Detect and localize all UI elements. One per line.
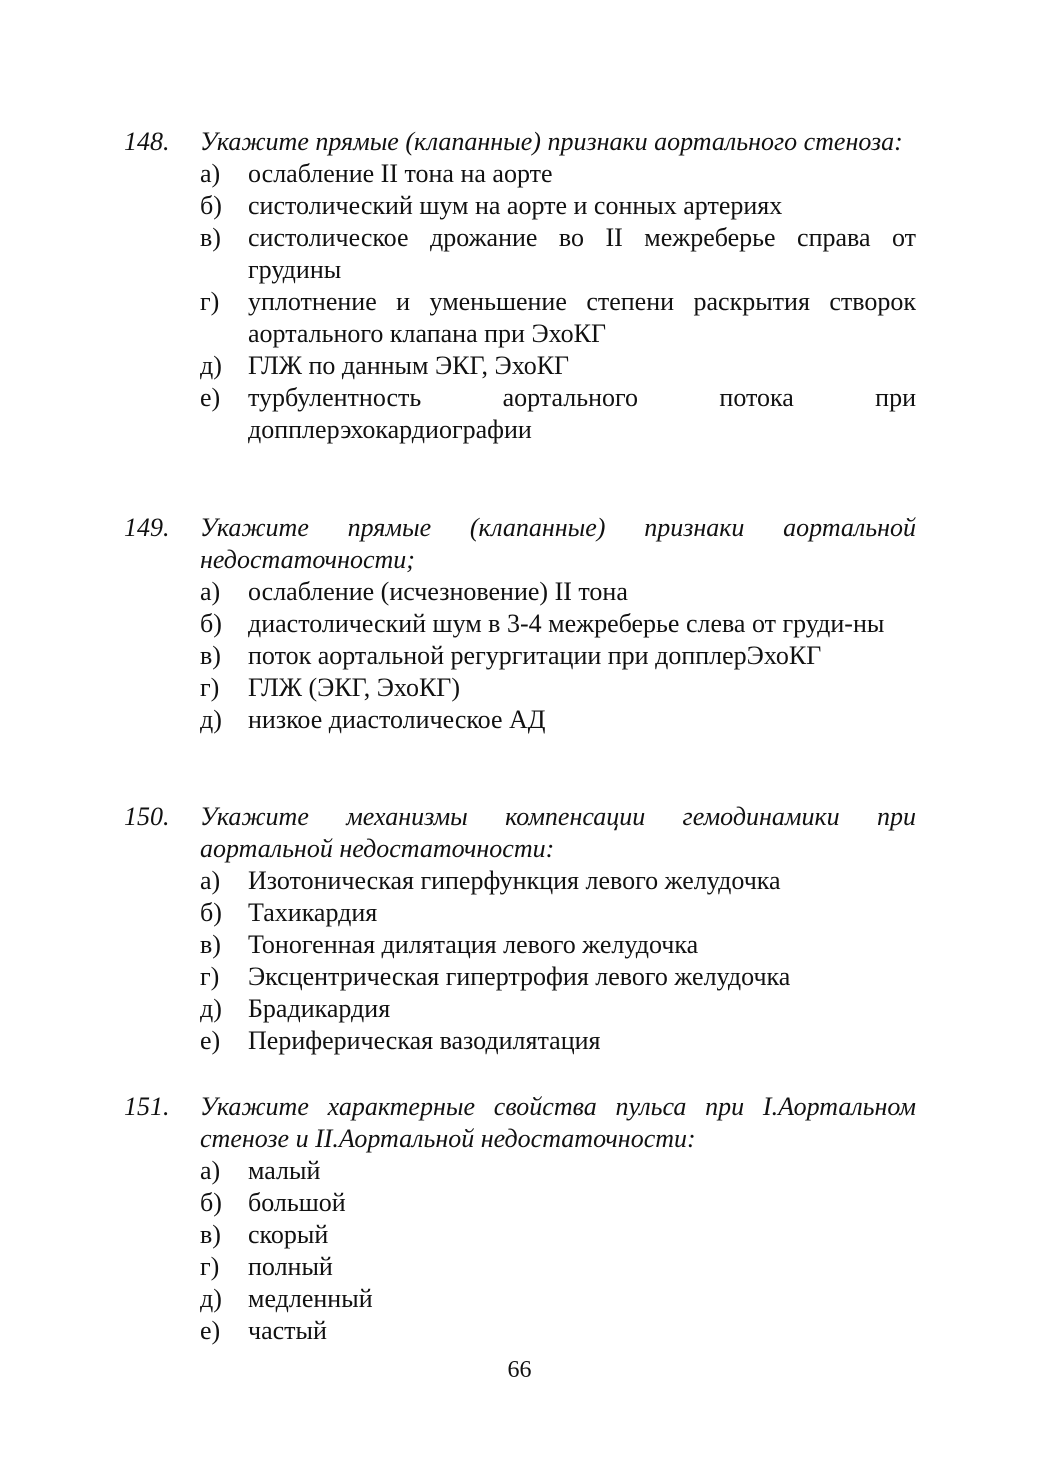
answer-letter: а) — [200, 866, 221, 895]
question-header — [124, 1091, 916, 1155]
question-text: Укажите механизмы компенсации гемодинамики при аортальной недостаточности: — [200, 802, 916, 863]
answer-text: полный — [248, 1252, 333, 1281]
question-148 — [124, 126, 916, 446]
answer-letter: г) — [200, 673, 220, 702]
answer-option — [124, 158, 916, 190]
answer-text: Тоногенная дилятация левого желудочка — [248, 930, 699, 959]
answer-letter: д) — [200, 994, 222, 1023]
answer-text: ослабление (исчезновение) II тона — [248, 577, 628, 606]
answer-text: Брадикардия — [248, 994, 391, 1023]
question-number: 151. — [124, 1092, 170, 1121]
answer-option — [124, 704, 916, 736]
answer-text: медленный — [248, 1284, 373, 1313]
answer-text: поток аортальной регургитации при допплерЭхоКГ — [248, 641, 822, 670]
answer-letter: б) — [200, 898, 222, 927]
answer-option — [124, 382, 916, 446]
answer-text: систолический шум на аорте и сонных артериях — [248, 191, 783, 220]
answer-letter: б) — [200, 191, 222, 220]
answer-letter: в) — [200, 641, 221, 670]
answer-list — [124, 865, 916, 1057]
answer-option — [124, 1219, 916, 1251]
question-number: 150. — [124, 802, 170, 831]
question-header — [124, 126, 916, 158]
answer-list — [124, 1155, 916, 1347]
answer-text: систолическое дрожание во II межреберье справа от грудины — [248, 223, 916, 284]
answer-option — [124, 865, 916, 897]
answer-option — [124, 897, 916, 929]
answer-option — [124, 286, 916, 350]
answer-option — [124, 1251, 916, 1283]
answer-text: большой — [248, 1188, 346, 1217]
answer-list — [124, 576, 916, 736]
answer-letter: е) — [200, 1026, 221, 1055]
answer-letter: б) — [200, 1188, 222, 1217]
answer-option — [124, 1155, 916, 1187]
question-number: 148. — [124, 127, 170, 156]
answer-letter: г) — [200, 962, 220, 991]
answer-text: ГЛЖ (ЭКГ, ЭхоКГ) — [248, 673, 460, 702]
answer-letter: б) — [200, 609, 222, 638]
answer-text: скорый — [248, 1220, 329, 1249]
answer-letter: д) — [200, 351, 222, 380]
answer-text: Изотоническая гиперфункция левого желудочка — [248, 866, 781, 895]
question-number: 149. — [124, 513, 170, 542]
answer-list — [124, 158, 916, 446]
answer-text: Периферическая вазодилятация — [248, 1026, 601, 1055]
answer-text: ГЛЖ по данным ЭКГ, ЭхоКГ — [248, 351, 570, 380]
question-151 — [124, 1091, 916, 1347]
answer-option — [124, 190, 916, 222]
answer-option — [124, 222, 916, 286]
answer-letter: а) — [200, 1156, 221, 1185]
answer-option — [124, 961, 916, 993]
answer-option — [124, 1315, 916, 1347]
question-header — [124, 801, 916, 865]
answer-text: частый — [248, 1316, 327, 1345]
answer-option — [124, 350, 916, 382]
answer-letter: в) — [200, 930, 221, 959]
answer-option — [124, 929, 916, 961]
answer-letter: г) — [200, 287, 220, 316]
answer-option — [124, 1025, 916, 1057]
answer-letter: в) — [200, 223, 221, 252]
answer-text: низкое диастолическое АД — [248, 705, 546, 734]
answer-letter: а) — [200, 577, 221, 606]
answer-letter: д) — [200, 1284, 222, 1313]
question-149 — [124, 512, 916, 736]
question-text: Укажите прямые (клапанные) признаки аортального стеноза: — [200, 127, 903, 156]
answer-option — [124, 993, 916, 1025]
answer-text: малый — [248, 1156, 321, 1185]
answer-letter: а) — [200, 159, 221, 188]
answer-option — [124, 576, 916, 608]
answer-letter: в) — [200, 1220, 221, 1249]
answer-text: уплотнение и уменьшение степени раскрытия створок аортального клапана при ЭхоКГ — [248, 287, 916, 348]
answer-letter: д) — [200, 705, 222, 734]
answer-option — [124, 608, 916, 640]
page-number: 66 — [507, 1357, 532, 1383]
answer-letter: е) — [200, 1316, 221, 1345]
answer-option — [124, 1187, 916, 1219]
question-header — [124, 512, 916, 576]
answer-letter: г) — [200, 1252, 220, 1281]
answer-text: ослабление II тона на аорте — [248, 159, 553, 188]
answer-option — [124, 640, 916, 672]
answer-text: турбулентность аортального потока при допплерэхокардиографии — [248, 383, 916, 444]
question-150 — [124, 801, 916, 1057]
answer-text: Тахикардия — [248, 898, 378, 927]
answer-text: диастолический шум в 3-4 межреберье слева от груди-ны — [248, 609, 885, 638]
answer-option — [124, 672, 916, 704]
answer-option — [124, 1283, 916, 1315]
answer-letter: е) — [200, 383, 221, 412]
question-text: Укажите прямые (клапанные) признаки аортальной недостаточности; — [200, 513, 916, 574]
question-text: Укажите характерные свойства пульса при I.Аортальном стенозе и II.Аортальной недостаточности: — [200, 1092, 916, 1153]
answer-text: Эксцентрическая гипертрофия левого желудочка — [248, 962, 791, 991]
